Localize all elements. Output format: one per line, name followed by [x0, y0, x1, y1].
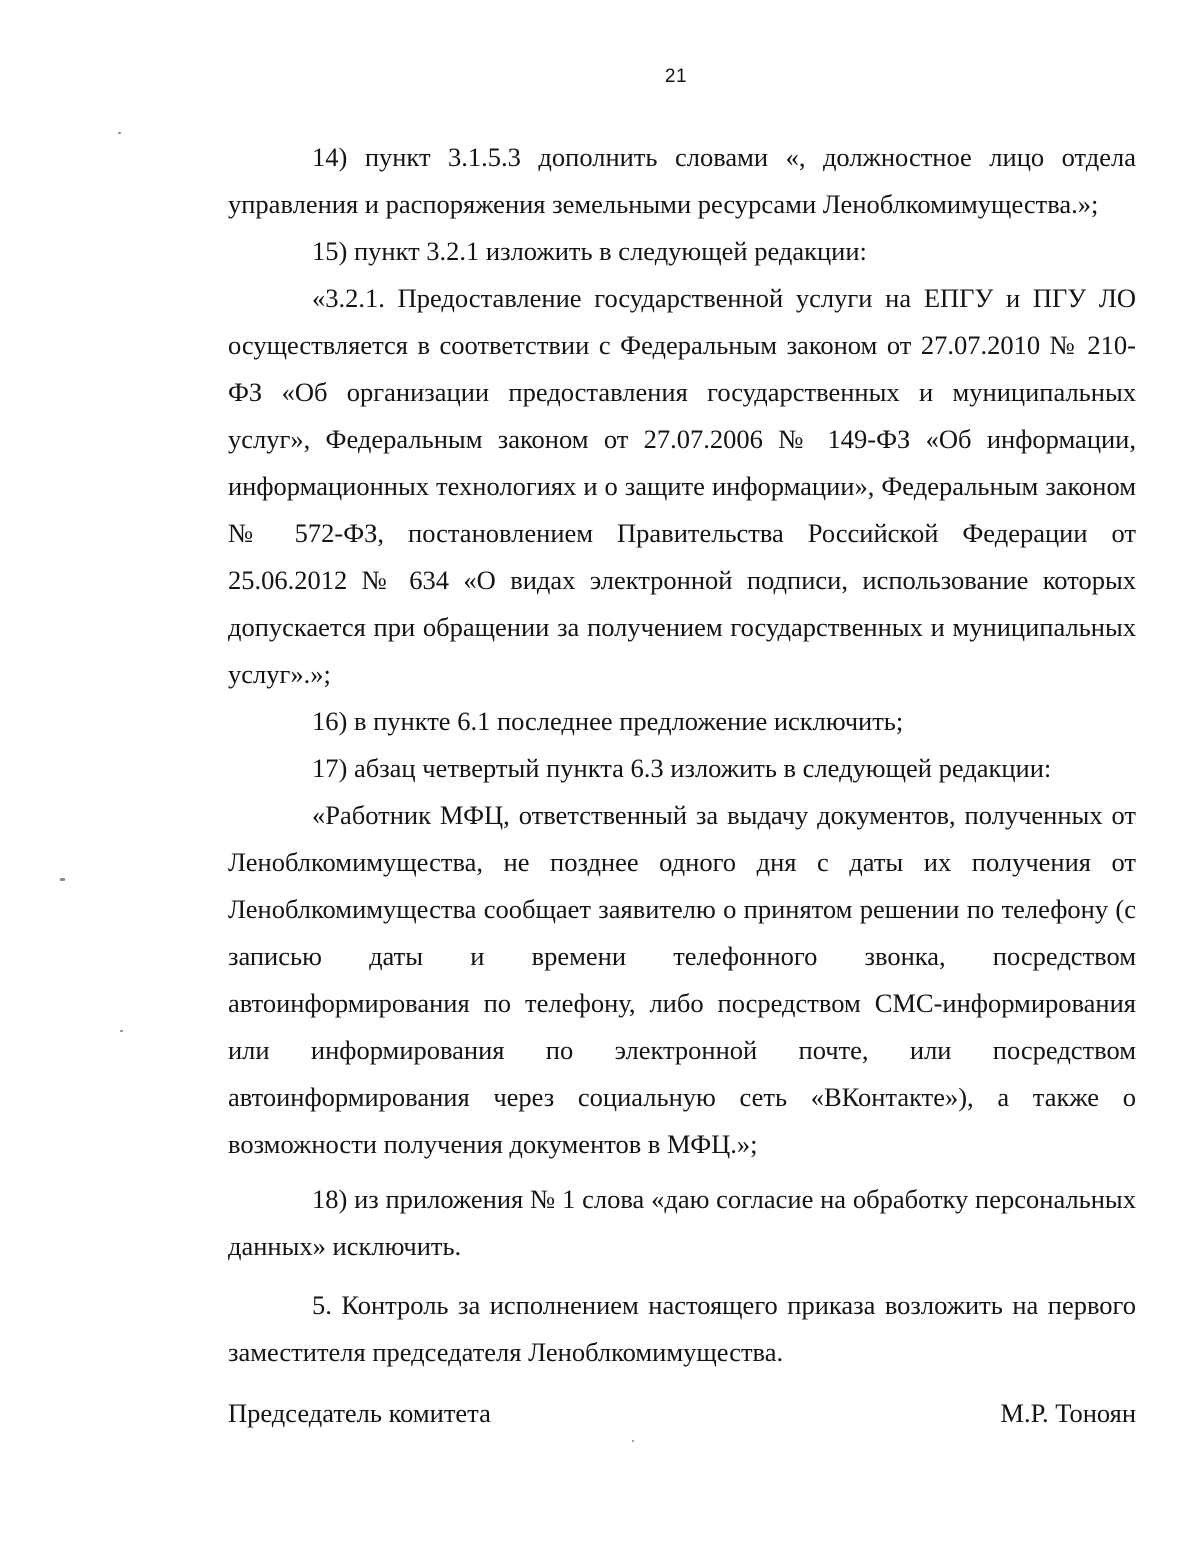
scan-speck — [118, 132, 121, 134]
signatory-position: Председатель комитета — [228, 1398, 491, 1428]
scan-speck — [632, 1440, 634, 1442]
signatory-name: М.Р. Тоноян — [1000, 1398, 1136, 1428]
item-17-paragraph: 17) абзац четвертый пункта 6.3 изложить в следующей редакции: — [312, 753, 1052, 783]
signature-block — [228, 1393, 1136, 1433]
item-16-paragraph: 16) в пункте 6.1 последнее предложение исключить; — [312, 706, 904, 736]
page-number: 21 — [664, 66, 688, 87]
scan-speck — [120, 1030, 123, 1032]
clause-3-2-1-paragraph: «3.2.1. Предоставление государственной услуги на ЕПГУ и ПГУ ЛО осуществляется в соответствии с Федеральным законом от 27.07.2010 № 210-ФЗ «Об организации предоставления государственных и муниципальных услуг», Федеральным законом от 27.07.2006 № 149-ФЗ «Об информации, информационных технологиях и о защите информации», Федеральным законом № 572-ФЗ, постановлением Правительства Российской Федерации от 25.06.2012 № 634 «О видах электронной подписи, использование которых допускается при обращении за получением государственных и муниципальных услуг».»; — [228, 283, 1136, 689]
control-paragraph: 5. Контроль за исполнением настоящего приказа возложить на первого заместителя председателя Леноблкомимущества. — [228, 1290, 1136, 1367]
item-15-paragraph: 15) пункт 3.2.1 изложить в следующей редакции: — [312, 236, 867, 266]
item-14-paragraph: 14) пункт 3.1.5.3 дополнить словами «, должностное лицо отдела управления и распоряжения земельными ресурсами Леноблкомимущества.»; — [228, 142, 1136, 219]
document-body — [228, 134, 1136, 1376]
scan-speck — [60, 878, 65, 881]
mfc-worker-paragraph: «Работник МФЦ, ответственный за выдачу документов, полученных от Леноблкомимущества, не позднее одного дня с даты их получения от Леноблкомимущества сообщает заявителю о принятом решении по телефону (с записью даты и времени телефонного звонка, посредством автоинформирования по телефону, либо посредством СМС-информирования или информирования по электронной почте, или посредством автоинформирования через социальную сеть «ВКонтакте»), а также о возможности получения документов в МФЦ.»; — [228, 800, 1136, 1159]
item-18-paragraph: 18) из приложения № 1 слова «даю согласие на обработку персональных данных» исключить. — [228, 1184, 1136, 1261]
